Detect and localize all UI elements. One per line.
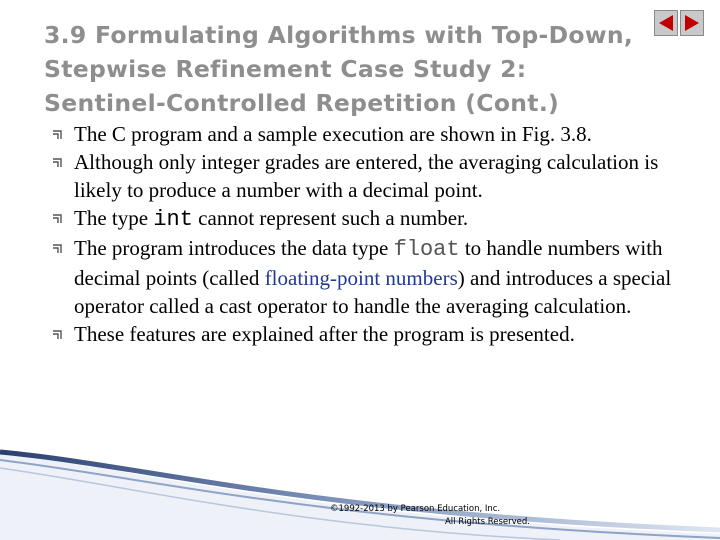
code-float: float — [393, 237, 460, 262]
slide-navigation — [654, 10, 704, 36]
bullet-icon — [52, 244, 62, 254]
bullet-icon — [52, 214, 62, 224]
bullet-list — [52, 120, 702, 348]
bullet-text: The C program and a sample execution are shown in Fig. 3.8. — [74, 122, 592, 146]
bullet-item — [52, 120, 702, 148]
next-slide-button[interactable] — [680, 10, 704, 36]
bullet-item — [52, 234, 702, 320]
bullet-icon — [52, 330, 62, 340]
bullet-text: cannot represent such a number. — [192, 206, 469, 230]
bullet-text: to handle numbers with decimal points (called — [74, 236, 663, 290]
bullet-item — [52, 320, 702, 348]
bullet-text: The type — [74, 206, 154, 230]
term-floating-point-numbers: floating-point numbers — [264, 266, 458, 290]
code-int: int — [153, 207, 193, 232]
copyright-line-1: ©1992-2013 by Pearson Education, Inc. — [330, 504, 501, 514]
bullet-text: Although only integer grades are entered, the averaging calculation is likely to produce a number with a decimal point. — [74, 150, 659, 202]
bullet-icon — [52, 130, 62, 140]
bullet-text: The program introduces the data type — [74, 236, 394, 260]
bullet-icon — [52, 158, 62, 168]
copyright-line-2: All Rights Reserved. — [444, 517, 530, 527]
copyright-notice — [330, 503, 530, 529]
bullet-item — [52, 148, 702, 204]
triangle-right-icon — [684, 14, 700, 32]
triangle-left-icon — [658, 14, 674, 32]
bullet-item — [52, 204, 702, 234]
slide-title: 3.9 Formulating Algorithms with Top-Down, Stepwise Refinement Case Study 2: Sentinel-Controlled Repetition (Cont.) — [44, 21, 634, 117]
bullet-text: These features are explained after the program is presented. — [74, 322, 575, 346]
bullet-text: ) and introduces a special operator called a cast operator to handle the averaging calculation. — [74, 266, 672, 318]
previous-slide-button[interactable] — [654, 10, 678, 36]
